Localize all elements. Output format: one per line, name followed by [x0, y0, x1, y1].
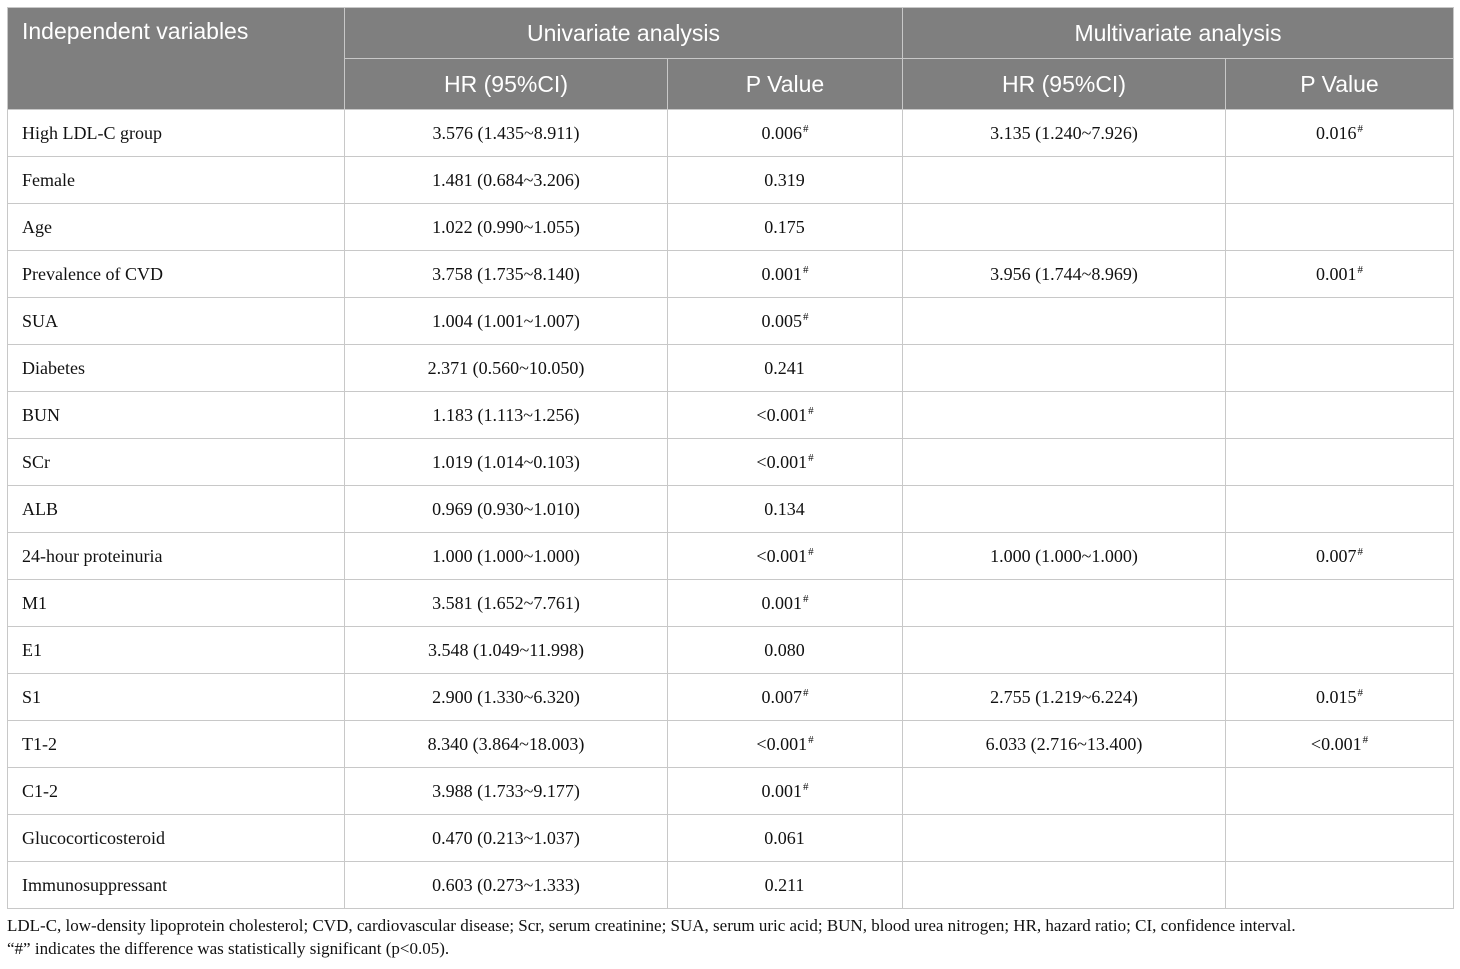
cell-variable: [8, 674, 345, 721]
cell-uni-hr-text: 8.340 (3.864~18.003): [427, 733, 585, 754]
cell-variable-text: SCr: [22, 451, 51, 472]
cell-multi-p-value: [1226, 815, 1454, 862]
cell-uni-p-value-text: 0.001: [761, 592, 802, 613]
cell-multi-p-value: [1226, 674, 1454, 721]
cell-uni-hr: [345, 862, 668, 909]
cell-multi-hr: [903, 533, 1226, 580]
cell-uni-p-value: [668, 674, 903, 721]
table-row: [8, 768, 1454, 815]
cox-regression-table: [7, 7, 1454, 909]
cell-uni-p-value-text: 0.006: [761, 122, 802, 143]
cell-uni-p-value: [668, 533, 903, 580]
cell-multi-hr: [903, 862, 1226, 909]
cell-multi-hr: [903, 721, 1226, 768]
cell-uni-p-value-text: 0.001: [761, 263, 802, 284]
cell-variable: [8, 627, 345, 674]
cell-multi-hr: [903, 815, 1226, 862]
cell-uni-hr-text: 0.969 (0.930~1.010): [432, 498, 580, 519]
cell-multi-hr: [903, 486, 1226, 533]
cell-uni-hr: [345, 580, 668, 627]
cell-multi-hr: [903, 674, 1226, 721]
cell-uni-p-value-text: <0.001: [756, 545, 808, 566]
cell-uni-hr: [345, 157, 668, 204]
cell-uni-p-value-text: 0.007: [761, 686, 802, 707]
cell-uni-hr: [345, 674, 668, 721]
header-multi-hr: HR (95%CI): [903, 59, 1226, 110]
cell-variable: [8, 862, 345, 909]
table-row: [8, 251, 1454, 298]
cell-variable-text: Prevalence of CVD: [22, 263, 163, 284]
table-row: [8, 298, 1454, 345]
cell-multi-p-value: [1226, 204, 1454, 251]
cell-variable: [8, 580, 345, 627]
cell-multi-p-value: [1226, 439, 1454, 486]
cell-uni-p-value: [668, 439, 903, 486]
cell-variable-text: Age: [22, 216, 52, 237]
table-row: [8, 345, 1454, 392]
cell-multi-hr: [903, 251, 1226, 298]
cell-multi-hr: [903, 439, 1226, 486]
significance-marker: #: [803, 263, 809, 276]
cell-uni-p-value: [668, 345, 903, 392]
significance-marker: #: [803, 310, 809, 323]
cell-multi-p-value: [1226, 627, 1454, 674]
cell-variable-text: BUN: [22, 404, 61, 425]
cell-multi-hr: [903, 157, 1226, 204]
cell-multi-hr-text: 6.033 (2.716~13.400): [985, 733, 1143, 754]
cell-uni-hr-text: 2.900 (1.330~6.320): [432, 686, 580, 707]
header-multi-p-value: P Value: [1226, 59, 1454, 110]
cell-uni-hr: [345, 204, 668, 251]
cell-multi-p-value: [1226, 721, 1454, 768]
cell-uni-hr: [345, 298, 668, 345]
cell-variable-text: C1-2: [22, 780, 58, 801]
significance-marker: #: [808, 404, 814, 417]
header-uni-hr: HR (95%CI): [345, 59, 668, 110]
cell-uni-p-value-text: 0.080: [764, 639, 805, 660]
cell-variable: [8, 298, 345, 345]
cell-variable: [8, 392, 345, 439]
cell-multi-p-value: [1226, 110, 1454, 157]
cell-variable: [8, 345, 345, 392]
cell-variable: [8, 204, 345, 251]
cell-multi-hr-text: 3.956 (1.744~8.969): [990, 263, 1138, 284]
table-footnote: [7, 914, 1453, 960]
significance-marker: #: [803, 592, 809, 605]
table-row: [8, 439, 1454, 486]
cell-variable-text: Immunosuppressant: [22, 874, 167, 895]
table-row: [8, 721, 1454, 768]
cell-variable: [8, 815, 345, 862]
significance-marker: #: [803, 122, 809, 135]
cell-variable-text: High LDL-C group: [22, 122, 162, 143]
cell-uni-p-value: [668, 110, 903, 157]
cell-multi-p-value: [1226, 580, 1454, 627]
cell-uni-p-value-text: 0.175: [764, 216, 805, 237]
cell-uni-hr: [345, 110, 668, 157]
cell-uni-hr-text: 3.758 (1.735~8.140): [432, 263, 580, 284]
significance-marker: #: [1357, 686, 1363, 699]
cell-uni-hr-text: 0.470 (0.213~1.037): [432, 827, 580, 848]
header-independent-variables: Independent variables: [8, 8, 345, 110]
cell-variable: [8, 251, 345, 298]
cell-uni-p-value-text: 0.005: [761, 310, 802, 331]
cell-multi-p-value-text: 0.007: [1316, 545, 1357, 566]
cell-uni-hr: [345, 392, 668, 439]
cell-multi-p-value: [1226, 157, 1454, 204]
cell-multi-hr-text: 1.000 (1.000~1.000): [990, 545, 1138, 566]
cell-uni-p-value-text: 0.241: [764, 357, 805, 378]
cell-uni-hr: [345, 768, 668, 815]
cell-uni-hr-text: 1.000 (1.000~1.000): [432, 545, 580, 566]
table-row: [8, 862, 1454, 909]
cell-uni-p-value: [668, 486, 903, 533]
cell-variable-text: T1-2: [22, 733, 57, 754]
cell-uni-p-value-text: 0.211: [764, 874, 805, 895]
cell-multi-hr: [903, 768, 1226, 815]
table-row: [8, 627, 1454, 674]
significance-marker: #: [1362, 733, 1369, 746]
cell-uni-p-value-text: 0.134: [764, 498, 805, 519]
cell-variable: [8, 486, 345, 533]
cell-multi-p-value-text: 0.016: [1316, 122, 1357, 143]
cell-uni-hr-text: 3.548 (1.049~11.998): [427, 639, 585, 660]
cell-uni-p-value: [668, 157, 903, 204]
cell-uni-hr-text: 3.988 (1.733~9.177): [432, 780, 580, 801]
cell-variable-text: 24-hour proteinuria: [22, 545, 163, 566]
footnote-significance: “#” indicates the difference was statistically significant (p<0.05).: [7, 939, 450, 958]
cell-variable: [8, 110, 345, 157]
table-row: [8, 392, 1454, 439]
cell-variable-text: ALB: [22, 498, 58, 519]
table-header: [8, 8, 1454, 110]
cell-uni-hr-text: 1.183 (1.113~1.256): [432, 404, 580, 425]
cell-uni-hr-text: 1.019 (1.014~0.103): [432, 451, 580, 472]
cell-variable-text: E1: [22, 639, 42, 660]
cell-uni-p-value: [668, 862, 903, 909]
cell-multi-hr: [903, 345, 1226, 392]
cell-multi-p-value: [1226, 533, 1454, 580]
cell-uni-p-value-text: 0.061: [764, 827, 805, 848]
cell-multi-p-value: [1226, 392, 1454, 439]
table-row: [8, 533, 1454, 580]
cell-uni-p-value: [668, 627, 903, 674]
cell-uni-hr: [345, 627, 668, 674]
cell-multi-hr-text: 3.135 (1.240~7.926): [990, 122, 1138, 143]
cell-uni-hr: [345, 345, 668, 392]
cell-multi-p-value: [1226, 345, 1454, 392]
table-row: [8, 815, 1454, 862]
header-univariate-analysis: Univariate analysis: [345, 8, 903, 59]
cell-uni-hr-text: 1.022 (0.990~1.055): [432, 216, 580, 237]
significance-marker: #: [808, 451, 814, 464]
cell-uni-hr: [345, 533, 668, 580]
cell-uni-hr: [345, 721, 668, 768]
cell-multi-p-value: [1226, 251, 1454, 298]
table-row: [8, 674, 1454, 721]
cell-variable: [8, 439, 345, 486]
cell-uni-p-value: [668, 721, 903, 768]
header-row-groups: [8, 8, 1454, 59]
header-multivariate-analysis: Multivariate analysis: [903, 8, 1454, 59]
significance-marker: #: [803, 780, 809, 793]
cell-uni-hr: [345, 486, 668, 533]
cell-variable: [8, 533, 345, 580]
table-body: [8, 110, 1454, 909]
cell-variable-text: SUA: [22, 310, 59, 331]
header-uni-p-value: P Value: [668, 59, 903, 110]
cell-multi-p-value: [1226, 768, 1454, 815]
cell-multi-hr: [903, 298, 1226, 345]
significance-marker: #: [1357, 122, 1363, 135]
cell-uni-p-value: [668, 392, 903, 439]
cell-uni-p-value: [668, 251, 903, 298]
cell-uni-p-value-text: <0.001: [756, 733, 808, 754]
cell-uni-p-value-text: <0.001: [756, 404, 808, 425]
cell-multi-hr: [903, 204, 1226, 251]
cell-variable-text: M1: [22, 592, 48, 613]
significance-marker: #: [808, 545, 814, 558]
cell-multi-hr: [903, 580, 1226, 627]
cell-uni-hr-text: 1.481 (0.684~3.206): [432, 169, 580, 190]
significance-marker: #: [1357, 263, 1363, 276]
cell-multi-p-value-text: 0.001: [1316, 263, 1357, 284]
cell-uni-hr: [345, 815, 668, 862]
cell-uni-p-value-text: 0.001: [761, 780, 802, 801]
table-row: [8, 204, 1454, 251]
table-row: [8, 157, 1454, 204]
cell-multi-hr: [903, 627, 1226, 674]
cell-uni-p-value-text: 0.319: [764, 169, 805, 190]
table-row: [8, 486, 1454, 533]
cell-uni-p-value-text: <0.001: [756, 451, 808, 472]
cell-multi-hr: [903, 110, 1226, 157]
significance-marker: #: [1357, 545, 1363, 558]
cell-multi-p-value: [1226, 862, 1454, 909]
table-row: [8, 110, 1454, 157]
cell-uni-p-value: [668, 815, 903, 862]
cell-uni-hr-text: 3.576 (1.435~8.911): [432, 122, 580, 143]
cell-uni-p-value: [668, 298, 903, 345]
cell-uni-hr-text: 0.603 (0.273~1.333): [432, 874, 580, 895]
cell-variable: [8, 157, 345, 204]
table-row: [8, 580, 1454, 627]
significance-marker: #: [808, 733, 814, 746]
cell-uni-hr: [345, 439, 668, 486]
cell-uni-hr-text: 2.371 (0.560~10.050): [427, 357, 585, 378]
cell-variable-text: S1: [22, 686, 42, 707]
cell-uni-hr-text: 1.004 (1.001~1.007): [432, 310, 580, 331]
cell-uni-p-value: [668, 204, 903, 251]
cell-uni-p-value: [668, 580, 903, 627]
cell-multi-p-value: [1226, 486, 1454, 533]
cell-variable-text: Female: [22, 169, 75, 190]
cell-variable-text: Glucocorticosteroid: [22, 827, 165, 848]
cell-variable: [8, 768, 345, 815]
significance-marker: #: [803, 686, 809, 699]
cell-multi-hr: [903, 392, 1226, 439]
cell-uni-p-value: [668, 768, 903, 815]
cell-multi-p-value-text: 0.015: [1316, 686, 1357, 707]
results-table-container: [7, 7, 1453, 909]
footnote-abbreviations: LDL-C, low-density lipoprotein cholesterol; CVD, cardiovascular disease; Scr, serum creatinine; SUA, serum uric acid; BUN, blood urea nitrogen; HR, hazard ratio; CI, confidence interval.: [7, 916, 1296, 935]
cell-uni-hr-text: 3.581 (1.652~7.761): [432, 592, 580, 613]
cell-multi-p-value: [1226, 298, 1454, 345]
cell-multi-hr-text: 2.755 (1.219~6.224): [990, 686, 1138, 707]
cell-variable: [8, 721, 345, 768]
cell-variable-text: Diabetes: [22, 357, 85, 378]
cell-uni-hr: [345, 251, 668, 298]
cell-multi-p-value-text: <0.001: [1310, 733, 1362, 754]
